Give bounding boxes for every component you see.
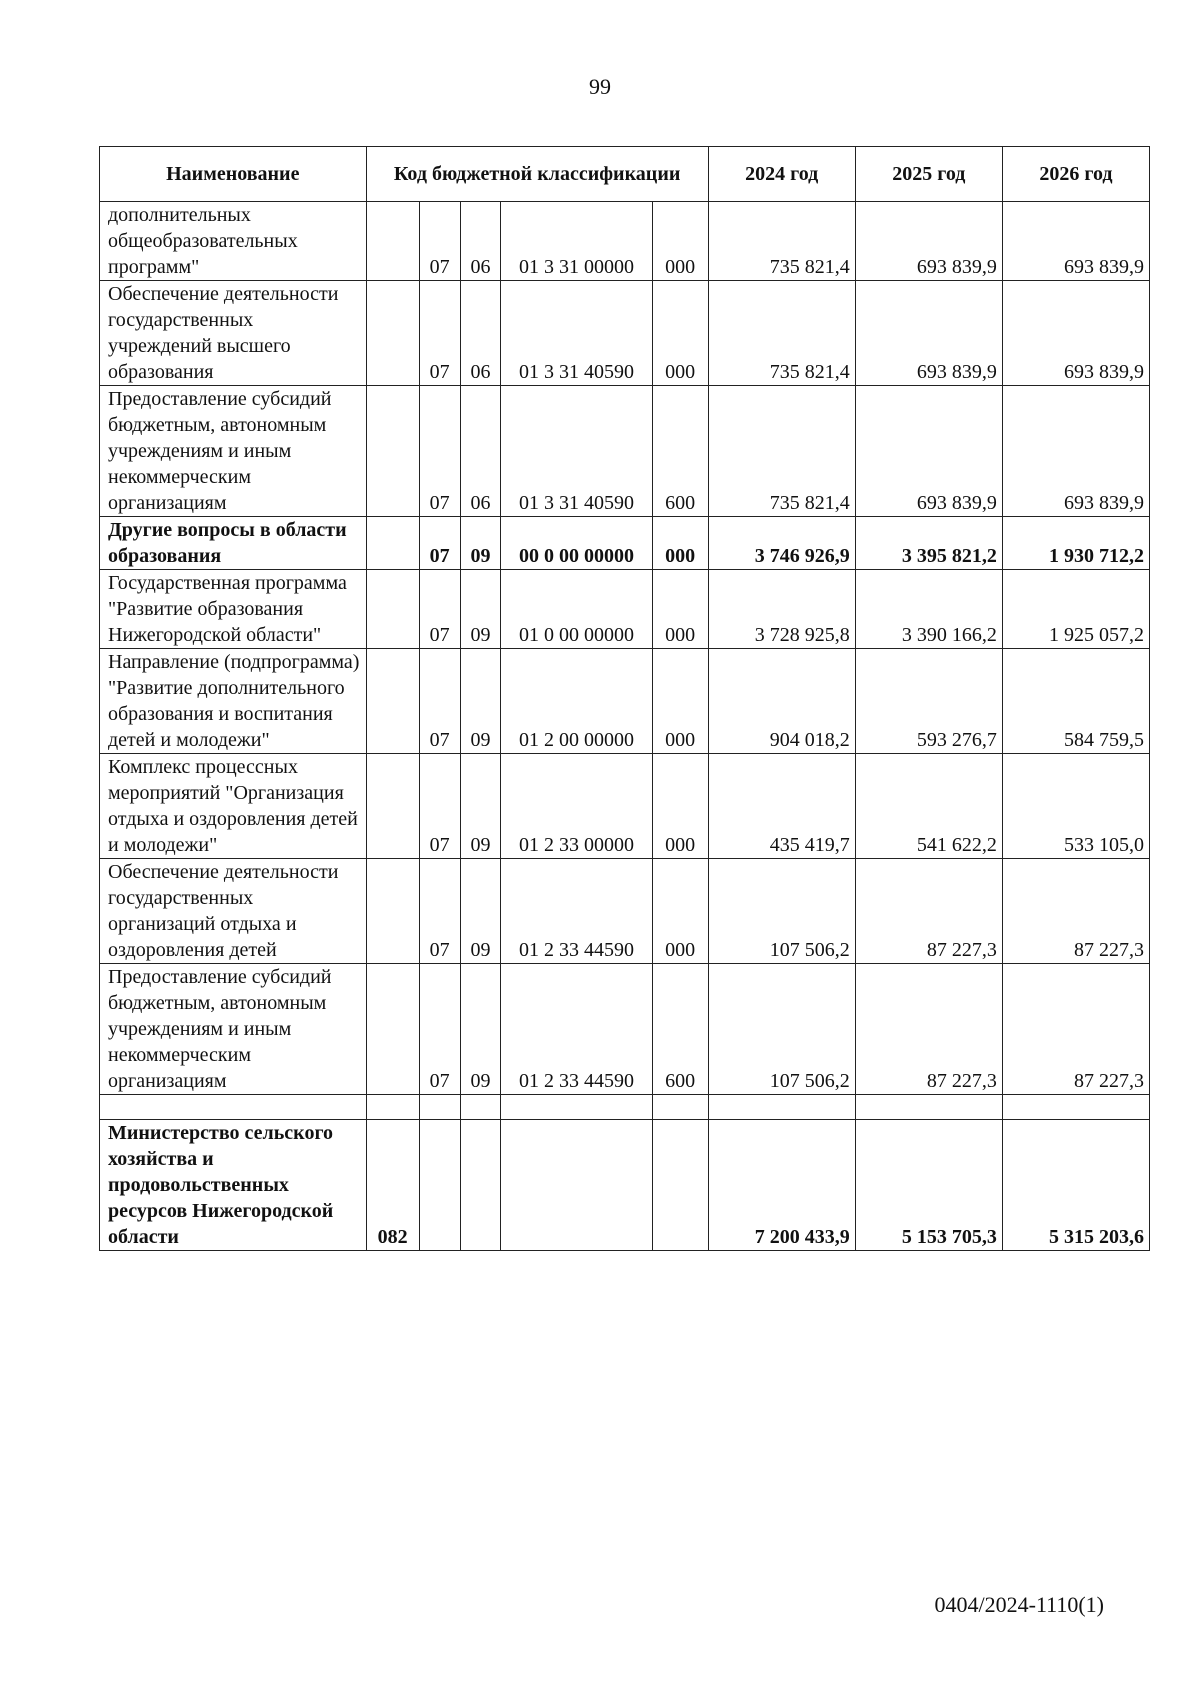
table-row [100,386,1150,517]
row-name: Обеспечение деятельности государственных организаций отдыха и оздоровления детей [100,859,367,964]
row-name: дополнительных общеобразовательных программ" [100,202,367,281]
row-name: Направление (подпрограмма) "Развитие дополнительного образования и воспитания детей и молодежи" [100,649,367,754]
row-2026: 87 227,3 [1002,859,1149,964]
table-row [100,281,1150,386]
row-2024: 735 821,4 [708,386,855,517]
row-2025: 541 622,2 [855,754,1002,859]
table-row [100,570,1150,649]
row-2025: 693 839,9 [855,386,1002,517]
row-2024: 107 506,2 [708,859,855,964]
row-pr: 06 [460,281,501,386]
document-number: 0404/2024-1110(1) [934,1592,1104,1617]
row-2025 [855,1095,1002,1120]
row-pr [460,1120,501,1251]
row-rz: 07 [419,859,460,964]
row-vr: 000 [652,649,708,754]
row-vr: 000 [652,570,708,649]
row-csr: 01 3 31 00000 [501,202,652,281]
row-ved [366,1095,419,1120]
row-2025: 87 227,3 [855,859,1002,964]
row-2025: 3 390 166,2 [855,570,1002,649]
row-csr: 00 0 00 00000 [501,517,652,570]
row-ved [366,281,419,386]
row-rz: 07 [419,649,460,754]
row-2025: 593 276,7 [855,649,1002,754]
row-2026: 693 839,9 [1002,281,1149,386]
row-vr: 000 [652,281,708,386]
row-pr: 09 [460,517,501,570]
table-row [100,1120,1150,1251]
row-ved: 082 [366,1120,419,1251]
row-2026: 87 227,3 [1002,964,1149,1095]
row-rz [419,1095,460,1120]
row-ved [366,964,419,1095]
row-pr: 09 [460,859,501,964]
table-row [100,649,1150,754]
row-ved [366,386,419,517]
table-row [100,754,1150,859]
row-rz: 07 [419,517,460,570]
table-header-row [100,147,1150,202]
row-pr: 09 [460,964,501,1095]
page-number: 99 [589,74,611,99]
row-vr: 000 [652,859,708,964]
row-2026 [1002,1095,1149,1120]
row-2026: 1 925 057,2 [1002,570,1149,649]
row-2024 [708,1095,855,1120]
row-pr: 09 [460,649,501,754]
row-csr: 01 2 33 44590 [501,859,652,964]
row-2026: 693 839,9 [1002,386,1149,517]
row-csr: 01 2 33 00000 [501,754,652,859]
row-2026: 584 759,5 [1002,649,1149,754]
row-rz: 07 [419,964,460,1095]
row-csr: 01 3 31 40590 [501,386,652,517]
row-2026: 533 105,0 [1002,754,1149,859]
row-2025: 693 839,9 [855,202,1002,281]
row-2024: 735 821,4 [708,281,855,386]
row-rz: 07 [419,570,460,649]
row-pr: 06 [460,386,501,517]
row-ved [366,754,419,859]
header-2025: 2025 год [855,147,1002,202]
row-2024: 3 728 925,8 [708,570,855,649]
row-vr [652,1095,708,1120]
row-name: Предоставление субсидий бюджетным, автономным учреждениям и иным некоммерческим организациям [100,386,367,517]
row-name: Обеспечение деятельности государственных учреждений высшего образования [100,281,367,386]
row-csr [501,1120,652,1251]
header-2024: 2024 год [708,147,855,202]
row-pr [460,1095,501,1120]
row-name: Комплекс процессных мероприятий "Организация отдыха и оздоровления детей и молодежи" [100,754,367,859]
budget-table [99,146,1150,1251]
row-name: Государственная программа "Развитие образования Нижегородской области" [100,570,367,649]
row-2026: 5 315 203,6 [1002,1120,1149,1251]
row-2024: 904 018,2 [708,649,855,754]
row-2024: 435 419,7 [708,754,855,859]
table-row [100,517,1150,570]
row-csr: 01 0 00 00000 [501,570,652,649]
row-2025: 5 153 705,3 [855,1120,1002,1251]
table-row-empty [100,1095,1150,1120]
header-2026: 2026 год [1002,147,1149,202]
row-pr: 09 [460,754,501,859]
row-2025: 3 395 821,2 [855,517,1002,570]
row-name [100,1095,367,1120]
row-ved [366,517,419,570]
row-rz: 07 [419,202,460,281]
row-2024: 7 200 433,9 [708,1120,855,1251]
row-vr: 600 [652,964,708,1095]
header-budget-code: Код бюджетной классификации [366,147,708,202]
row-rz [419,1120,460,1251]
row-ved [366,649,419,754]
row-ved [366,202,419,281]
row-2024: 735 821,4 [708,202,855,281]
row-csr: 01 2 00 00000 [501,649,652,754]
row-2026: 693 839,9 [1002,202,1149,281]
table-row [100,202,1150,281]
row-csr: 01 3 31 40590 [501,281,652,386]
row-vr [652,1120,708,1251]
row-name: Министерство сельского хозяйства и продовольственных ресурсов Нижегородской области [100,1120,367,1251]
row-pr: 09 [460,570,501,649]
row-name: Другие вопросы в области образования [100,517,367,570]
row-csr: 01 2 33 44590 [501,964,652,1095]
row-2025: 693 839,9 [855,281,1002,386]
row-rz: 07 [419,754,460,859]
row-vr: 000 [652,517,708,570]
row-name: Предоставление субсидий бюджетным, автономным учреждениям и иным некоммерческим организациям [100,964,367,1095]
row-vr: 000 [652,754,708,859]
table-row [100,859,1150,964]
row-rz: 07 [419,281,460,386]
row-2024: 3 746 926,9 [708,517,855,570]
row-ved [366,570,419,649]
row-vr: 000 [652,202,708,281]
row-rz: 07 [419,386,460,517]
header-name: Наименование [100,147,367,202]
row-2026: 1 930 712,2 [1002,517,1149,570]
table-row [100,964,1150,1095]
row-csr [501,1095,652,1120]
row-vr: 600 [652,386,708,517]
row-2025: 87 227,3 [855,964,1002,1095]
row-ved [366,859,419,964]
row-2024: 107 506,2 [708,964,855,1095]
row-pr: 06 [460,202,501,281]
